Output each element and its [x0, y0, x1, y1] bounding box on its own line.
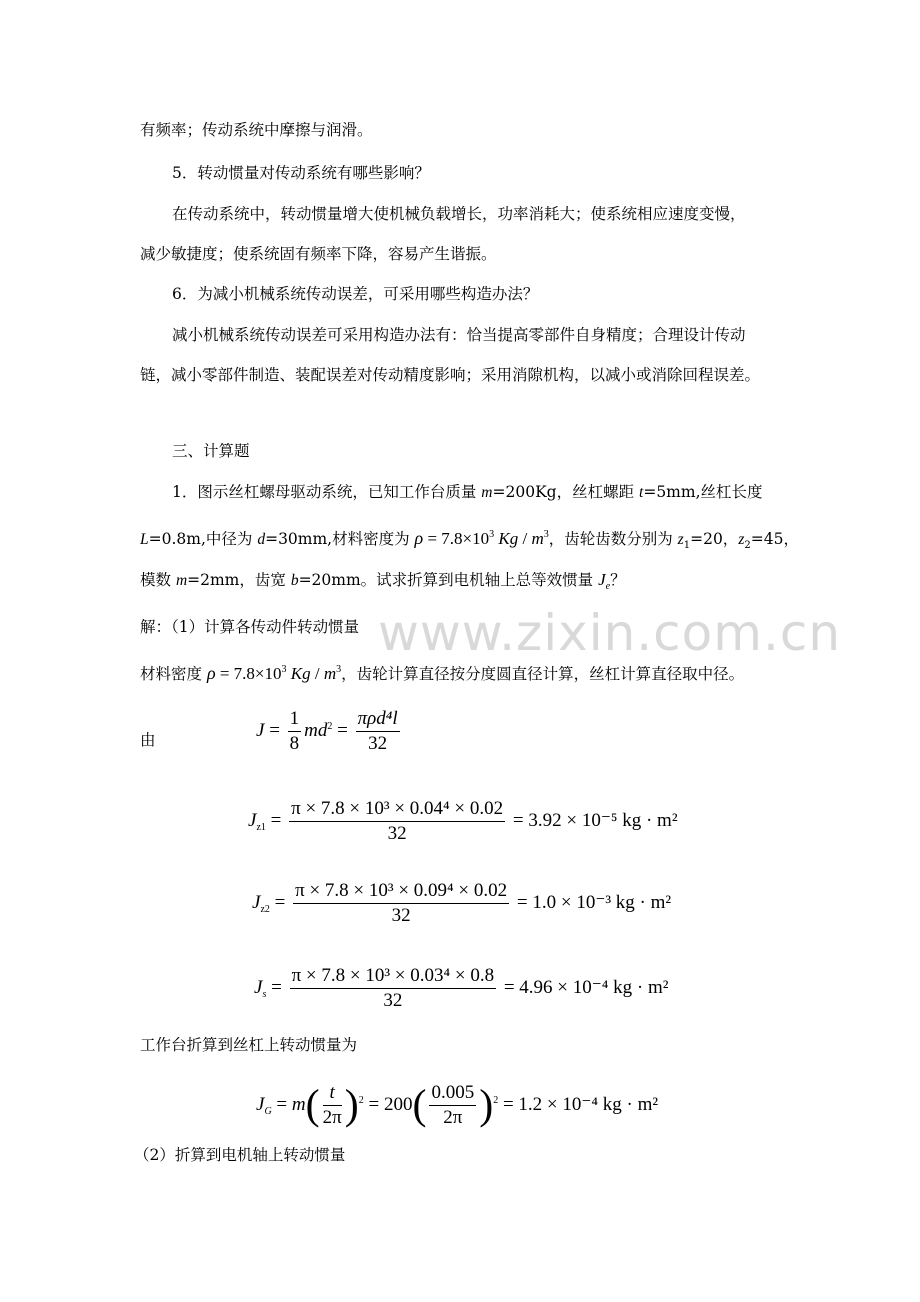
equation-J-z2: $J_{z2}$ = $\frac{\text{π × 7.8 × 10³ × 0.09⁴ × 0.02}}{32}$ = 1.0 × 10⁻³ kg · m²	[252, 880, 672, 926]
density-line: 材料密度 $\rho = 7.8\times 10^3$ Kg / $m^3$，齿轮计算直径按分度圆直径计算，丝杠计算直径取中径。	[140, 663, 745, 683]
text-line: 有频率；传动系统中摩擦与润滑。	[140, 121, 373, 139]
workbench-text: 工作台折算到丝杠上转动惯量为	[140, 1036, 358, 1054]
equation-J-general: J = $\frac{1}{8}$ $md^2$ = $\frac{\text{πρd⁴l}}{32}$	[256, 708, 398, 754]
answer-5-line-1: 在传动系统中，转动惯量增大使机械负载增长，功率消耗大；使系统相应速度变慢，	[172, 205, 746, 223]
answer-6-line-1: 减小机械系统传动误差可采用构造办法有：恰当提高零部件自身精度；合理设计传动	[172, 326, 746, 344]
problem-1-line-1: 1．图示丝杠螺母驱动系统，已知工作台质量 m=200Kg，丝杠螺距 t=5mm,丝杠长度	[172, 483, 763, 501]
solution-step-2: （2）折算到电机轴上转动惯量	[134, 1146, 346, 1164]
solution-step-1: 解：（1）计算各传动件转动惯量	[140, 618, 360, 636]
answer-5-line-2: 减少敏捷度；使系统固有频率下降，容易产生谐振。	[140, 245, 497, 263]
text-you: 由	[140, 731, 156, 749]
equation-J-s: $J_s$ = $\frac{\text{π × 7.8 × 10³ × 0.03⁴ × 0.8}}{32}$ = 4.96 × 10⁻⁴ kg · m²	[254, 965, 669, 1011]
section-heading: 三、计算题	[172, 442, 250, 460]
question-6: 6．为减小机械系统传动误差，可采用哪些构造办法？	[172, 285, 539, 303]
watermark: www.zixin.com.cn	[378, 604, 842, 662]
problem-1-line-2: L=0.8m,中径为 d=30mm,材料密度为 $\rho = 7.8\times 10^3$ Kg / $m^3$，齿轮齿数分别为 $z_1=20$，$z_2=45$，	[140, 528, 799, 551]
equation-J-G: $J_G = m$( $\frac{t}{2\pi}$ )$^2$ = 200( $\frac{0.005}{2\pi}$ )$^2$ = 1.2 × 10⁻⁴ kg · m²	[256, 1082, 659, 1129]
answer-6-line-2: 链，减小零部件制造、装配误差对传动精度影响；采用消隙机构，以减小或消除回程误差。	[140, 366, 761, 384]
question-5: 5．转动惯量对传动系统有哪些影响？	[172, 164, 430, 182]
equation-J-z1: $J_{z1}$ = $\frac{\text{π × 7.8 × 10³ × 0.04⁴ × 0.02}}{32}$ = 3.92 × 10⁻⁵ kg · m²	[248, 798, 678, 844]
problem-1-line-3: 模数 m=2mm，齿宽 b=20mm。试求折算到电机轴上总等效惯量 $J_e$？	[140, 570, 626, 592]
